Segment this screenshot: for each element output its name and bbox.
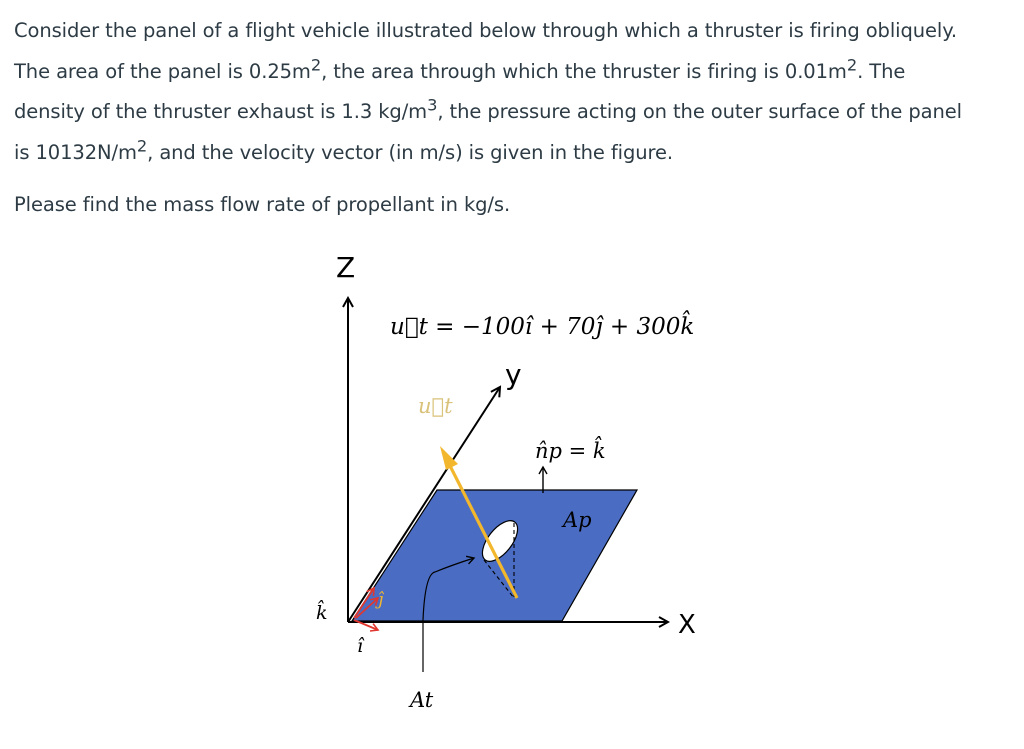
text-segment: , and the velocity vector (in m/s) is given in the figure. [147, 140, 674, 164]
thruster-area-label: At [410, 688, 434, 712]
velocity-arrowhead [440, 446, 458, 470]
unit-label-j: ĵ [378, 590, 384, 610]
question-text: Please find the mass flow rate of propellant in kg/s. [14, 192, 511, 216]
superscript: 2 [310, 55, 322, 74]
axis-label-z: Z [336, 251, 356, 284]
superscript: 3 [427, 95, 438, 115]
axis-label-x: X [678, 610, 696, 640]
text-segment: . The [857, 59, 906, 83]
text-segment: , the area through which the thruster is firing is 0.01m [321, 59, 847, 83]
panel-area-label: Ap [563, 508, 592, 532]
text-segment: , the pressure acting on the outer surface of the panel [437, 100, 962, 123]
normal-equation: n̂p = k̂ [535, 439, 606, 463]
text-segment: The area of the panel is 0.25m [14, 59, 311, 83]
axis-label-y: y [505, 358, 522, 391]
text-segment: density of the thruster exhaust is 1.3 kg/m [14, 100, 428, 123]
superscript: 2 [846, 55, 858, 74]
unit-label-i: î [357, 635, 364, 657]
superscript: 2 [136, 136, 148, 155]
problem-line-1: Consider the panel of a flight vehicle illustrated below through which a thruster is firing obliquely. [14, 19, 957, 42]
text-segment: is 10132N/m [14, 140, 137, 164]
velocity-equation: u⃗t = −100î + 70ĵ + 300k̂ [390, 314, 695, 340]
unit-label-k: k̂ [316, 602, 328, 624]
velocity-vector-label: u⃗t [418, 394, 453, 418]
